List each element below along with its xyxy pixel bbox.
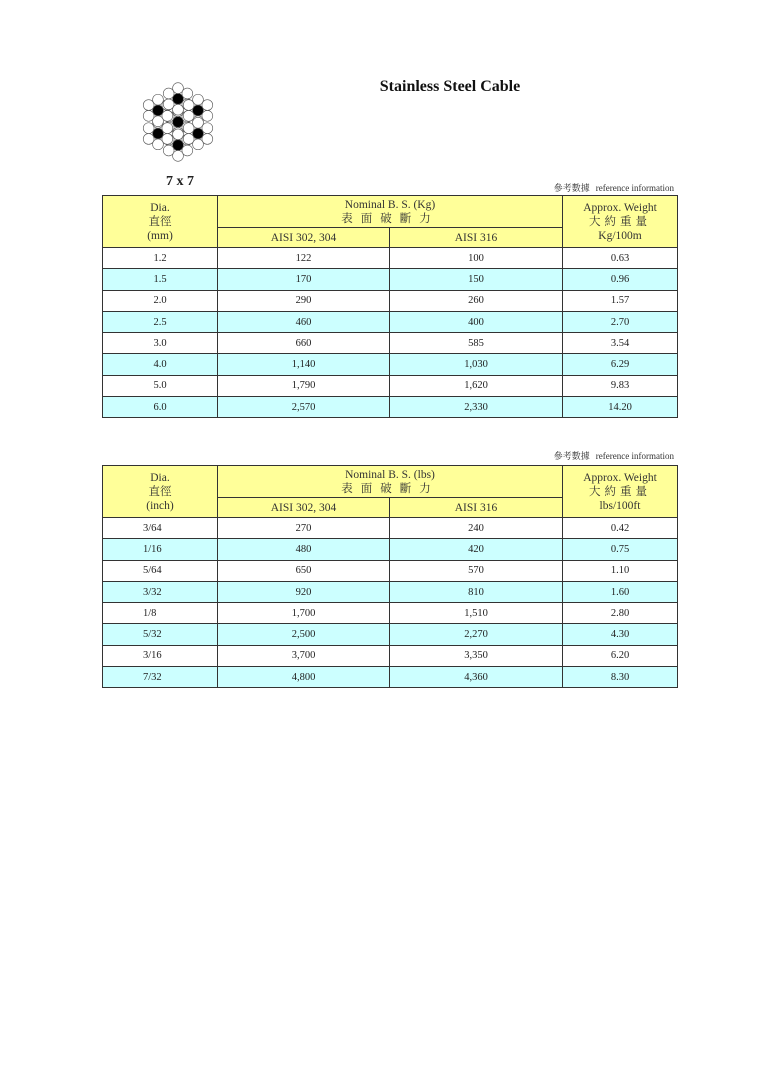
weight-header [563, 466, 678, 518]
bs-aisi-316-cell: 570 [390, 560, 563, 581]
dia-cell: 5/64 [103, 560, 218, 581]
dia-cell: 2.5 [103, 311, 218, 332]
bs-aisi-302-304-cell: 660 [218, 333, 390, 354]
table-row [103, 624, 678, 645]
strand-outer-wire [193, 139, 204, 150]
table-row [103, 397, 678, 418]
bs-aisi-316-cell: 400 [390, 311, 563, 332]
bs-aisi-316-cell: 810 [390, 581, 563, 602]
weight-cell: 4.30 [563, 624, 678, 645]
bs-aisi-302-304-cell: 650 [218, 560, 390, 581]
bs-aisi-302-304-cell: 290 [218, 290, 390, 311]
bs-aisi-316-cell: 4,360 [390, 667, 563, 688]
strand-outer-wire [182, 145, 193, 156]
table-row [103, 603, 678, 624]
strand-outer-wire [143, 100, 154, 111]
table-row [103, 333, 678, 354]
col-aisi-316: AISI 316 [390, 498, 563, 518]
reference-note-en: reference information [595, 183, 674, 193]
bs-aisi-302-304-cell: 270 [218, 518, 390, 539]
dia-cell: 6.0 [103, 397, 218, 418]
bs-aisi-316-cell: 420 [390, 539, 563, 560]
strand-outer-wire [173, 83, 184, 94]
bs-aisi-302-304-cell: 2,570 [218, 397, 390, 418]
nominal-bs-header-zh: 表面破斷力 [341, 212, 439, 225]
strand-outer-wire [163, 145, 174, 156]
weight-header-unit: lbs/100ft [599, 499, 641, 512]
weight-cell: 8.30 [563, 667, 678, 688]
bs-aisi-316-cell: 260 [390, 290, 563, 311]
strand-outer-wire [163, 99, 174, 110]
table-row [103, 248, 678, 269]
strand-outer-wire [173, 104, 184, 115]
strand-outer-wire [193, 94, 204, 105]
dia-cell: 1/16 [103, 539, 218, 560]
reference-note [554, 449, 674, 462]
strand-outer-wire [153, 116, 164, 127]
dia-cell: 5/32 [103, 624, 218, 645]
dia-header [103, 196, 218, 248]
reference-note-en: reference information [595, 451, 674, 461]
strand-outer-wire [162, 134, 173, 145]
metric-spec-table [102, 195, 678, 418]
bs-aisi-302-304-cell: 4,800 [218, 667, 390, 688]
strand-outer-wire [202, 134, 213, 145]
bs-aisi-316-cell: 1,030 [390, 354, 563, 375]
nominal-bs-header [218, 196, 563, 228]
nominal-bs-header-zh: 表面破斷力 [341, 482, 439, 495]
table-row [103, 645, 678, 666]
dia-cell: 3.0 [103, 333, 218, 354]
strand-outer-wire [193, 117, 204, 128]
bs-aisi-316-cell: 240 [390, 518, 563, 539]
weight-cell: 2.80 [563, 603, 678, 624]
dia-header-unit: (mm) [147, 229, 173, 242]
strand-outer-wire [163, 88, 174, 99]
strand-outer-wire [183, 100, 194, 111]
bs-aisi-316-cell: 1,620 [390, 375, 563, 396]
strand-outer-wire [153, 139, 164, 150]
dia-cell: 1.2 [103, 248, 218, 269]
weight-header [563, 196, 678, 248]
bs-aisi-302-304-cell: 1,140 [218, 354, 390, 375]
weight-cell: 0.96 [563, 269, 678, 290]
dia-cell: 1/8 [103, 603, 218, 624]
strand-outer-wire [153, 94, 164, 105]
dia-cell: 5.0 [103, 375, 218, 396]
strand-core-wire [153, 105, 164, 116]
weight-cell: 0.63 [563, 248, 678, 269]
col-aisi-302-304: AISI 302, 304 [218, 228, 390, 248]
weight-header-en: Approx. Weight [583, 201, 657, 214]
strand-outer-wire [162, 123, 173, 134]
bs-aisi-302-304-cell: 1,790 [218, 375, 390, 396]
table-row [103, 560, 678, 581]
wire-rope-cross-section-icon [128, 72, 228, 172]
strand-outer-wire [202, 100, 213, 111]
strand-outer-wire [182, 88, 193, 99]
table-row [103, 311, 678, 332]
table-row [103, 354, 678, 375]
bs-aisi-316-cell: 1,510 [390, 603, 563, 624]
bs-aisi-316-cell: 100 [390, 248, 563, 269]
weight-cell: 1.60 [563, 581, 678, 602]
bs-aisi-316-cell: 2,330 [390, 397, 563, 418]
strand-outer-wire [183, 134, 194, 145]
table-row [103, 581, 678, 602]
strand-outer-wire [162, 110, 173, 121]
dia-cell: 3/64 [103, 518, 218, 539]
strand-core-wire [173, 94, 184, 105]
dia-header-en: Dia. [150, 201, 170, 214]
strand-outer-wire [202, 123, 213, 134]
weight-header-en: Approx. Weight [583, 471, 657, 484]
reference-note-zh: 參考數據 [553, 183, 590, 193]
strand-outer-wire [143, 134, 154, 145]
weight-header-zh: 大約重量 [589, 485, 651, 498]
weight-cell: 1.57 [563, 290, 678, 311]
page-title: Stainless Steel Cable [379, 78, 521, 95]
dia-header [103, 466, 218, 518]
bs-aisi-302-304-cell: 1,700 [218, 603, 390, 624]
strand-core-wire [153, 128, 164, 139]
bs-aisi-302-304-cell: 460 [218, 311, 390, 332]
strand-core-wire [173, 140, 184, 151]
weight-cell: 2.70 [563, 311, 678, 332]
bs-aisi-316-cell: 585 [390, 333, 563, 354]
nominal-bs-header-en: Nominal B. S. (lbs) [345, 468, 435, 481]
strand-outer-wire [183, 123, 194, 134]
col-aisi-302-304: AISI 302, 304 [218, 498, 390, 518]
bs-aisi-302-304-cell: 3,700 [218, 645, 390, 666]
weight-cell: 3.54 [563, 333, 678, 354]
weight-cell: 1.10 [563, 560, 678, 581]
table-row [103, 667, 678, 688]
bs-aisi-302-304-cell: 170 [218, 269, 390, 290]
weight-cell: 0.75 [563, 539, 678, 560]
dia-cell: 4.0 [103, 354, 218, 375]
col-aisi-316: AISI 316 [390, 228, 563, 248]
weight-cell: 0.42 [563, 518, 678, 539]
table-row [103, 518, 678, 539]
table-row [103, 539, 678, 560]
table-row [103, 269, 678, 290]
weight-header-unit: Kg/100m [598, 229, 642, 242]
weight-cell: 14.20 [563, 397, 678, 418]
strand-outer-wire [183, 110, 194, 121]
table-row [103, 375, 678, 396]
dia-cell: 3/16 [103, 645, 218, 666]
weight-cell: 6.20 [563, 645, 678, 666]
bs-aisi-302-304-cell: 2,500 [218, 624, 390, 645]
bs-aisi-316-cell: 2,270 [390, 624, 563, 645]
dia-cell: 7/32 [103, 667, 218, 688]
construction-label: 7 x 7 [166, 174, 194, 189]
bs-aisi-302-304-cell: 122 [218, 248, 390, 269]
strand-outer-wire [173, 129, 184, 140]
dia-header-unit: (inch) [146, 499, 174, 512]
strand-core-wire [173, 117, 184, 128]
weight-cell: 6.29 [563, 354, 678, 375]
weight-header-zh: 大約重量 [589, 215, 651, 228]
strand-core-wire [193, 128, 204, 139]
dia-cell: 3/32 [103, 581, 218, 602]
reference-note-zh: 參考數據 [553, 451, 590, 461]
bs-aisi-302-304-cell: 920 [218, 581, 390, 602]
imperial-spec-table [102, 465, 678, 688]
nominal-bs-header-en: Nominal B. S. (Kg) [344, 198, 436, 211]
dia-header-zh: 直徑 [148, 215, 172, 228]
strand-core-wire [193, 105, 204, 116]
dia-header-zh: 直徑 [148, 485, 172, 498]
dia-cell: 1.5 [103, 269, 218, 290]
nominal-bs-header [218, 466, 563, 498]
strand-outer-wire [143, 110, 154, 121]
weight-cell: 9.83 [563, 375, 678, 396]
reference-note [554, 181, 674, 194]
strand-outer-wire [143, 123, 154, 134]
dia-header-en: Dia. [150, 471, 170, 484]
bs-aisi-316-cell: 3,350 [390, 645, 563, 666]
bs-aisi-302-304-cell: 480 [218, 539, 390, 560]
bs-aisi-316-cell: 150 [390, 269, 563, 290]
strand-outer-wire [173, 151, 184, 162]
strand-outer-wire [202, 110, 213, 121]
dia-cell: 2.0 [103, 290, 218, 311]
table-row [103, 290, 678, 311]
